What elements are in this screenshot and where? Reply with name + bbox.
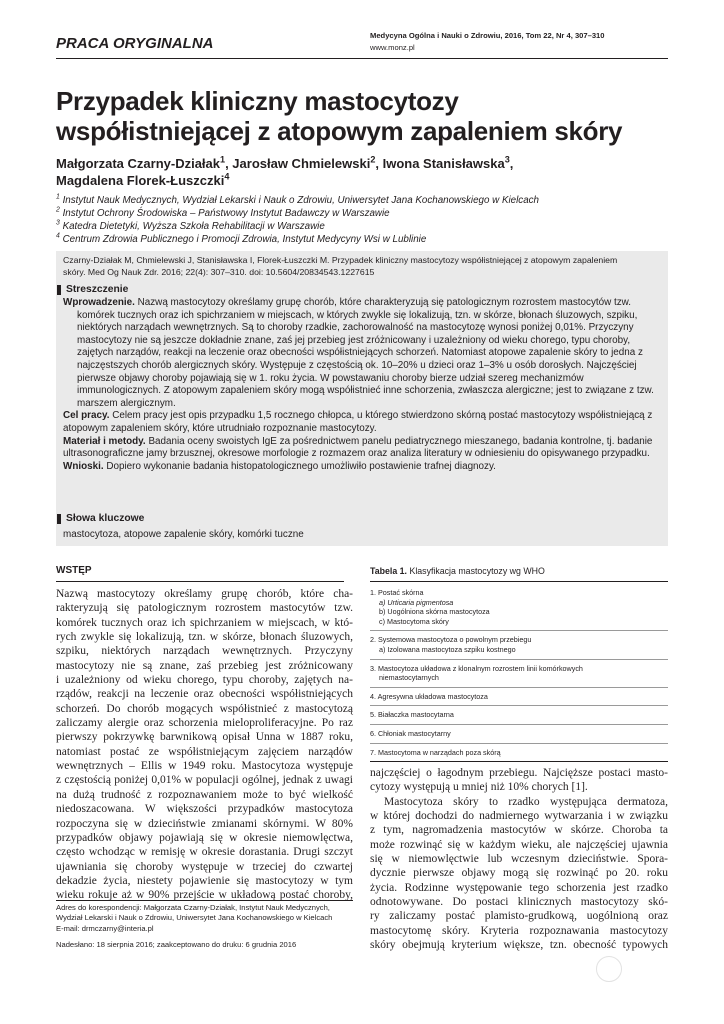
affiliation: $^3$ Katedra Dietetyki, Wyższa Szkoła Rehabilitacji w Warszawie [56,219,325,232]
abstract-methods: Materiał i metody. Badania oceny swoistych IgE za pośrednictwem panelu pediatrycznego mieszanego, badania kontrolne, tj. badanie ultrasonograficzne jamy brzusznej, okresowe morfologie z rozmazem oraz analiza literatury w odniesieniu do opisywanego przypadku. [63,435,653,460]
text-line: cytozy występują u mniej niż 10% chorych [1]. [370,781,588,794]
affiliation: $^4$ Centrum Zdrowia Publicznego i Promocji Zdrowia, Instytut Medycyny Wsi w Lublinie [56,232,427,245]
citation [63,255,663,278]
table-row [370,631,668,659]
affiliations [56,194,656,246]
footnote-line: Adres do korespondencji: Małgorzata Czarny-Działak, Instytut Nauk Medycznych, [56,903,330,912]
author: Jarosław Chmielewski$^2$, [232,154,383,171]
intro-heading: WSTĘP [56,565,92,576]
citation-line-1: Czarny-Działak M, Chmielewski J, Stanisławska I, Florek-Łuszczki M. Przypadek kliniczny mastocytozy współistniejącej z atopowym zapaleniem [63,255,618,265]
abstract-heading [57,284,128,295]
table-caption [370,566,545,576]
text-line: często wchodząc w remisję w okresie dorastania. Drugi szczyt [56,846,353,859]
text-line: wewnętrznych – Ellis w 1949 roku. Mastocytoza występuje [56,760,353,773]
table-subcell: a) Izolowana mastocytoza szpiku kostnego [379,644,516,654]
text-line: Nazwą mastocytozy określamy grupę chorób, które cha- [56,588,353,600]
text-line: szpiku, niektórych narządach wewnętrznych. Przyczyny [56,645,353,658]
abstract-body [63,297,663,473]
text-line: wieku rokuje aż w 90% przejście w układową postać choroby, [56,889,353,902]
text-line: się w niemowlęctwie lub wczesnym dzieciństwie. Spora- [370,853,668,866]
text-line: życia. Rodzinne występowanie tego schorzenia jest rzadko [370,881,668,894]
article-title [56,86,676,146]
text-line: komórek tucznych oraz ich spichrzaniem w miejscach, w któ- [56,616,353,629]
correspondence-footnote [56,903,356,934]
text-line: ry zaliczamy postać plamisto-grudkową, uogólnioną oraz [370,910,668,923]
affiliation: $^1$ Instytut Nauk Medycznych, Wydział Lekarski i Nauk o Zdrowiu, Uniwersytet Jana Kochanowskiego w Kielcach [56,193,539,206]
title-line-1: Przypadek kliniczny mastocytozy [56,86,459,116]
keywords-heading-text: Słowa kluczowe [66,513,145,524]
table-cell: 3. Mastocytoza układowa z klonalnym rozrostem linii komórkowych [370,663,583,673]
text-line: Mastocytoza skóry to rzadko występująca dermatoza, [384,795,668,808]
text-line: skóry obejmują kryterium większe, tzn. obecność typowych [370,939,668,952]
text-line: przypadków objawy pojawiają się w okresie niemowlęctwa, [56,831,353,844]
text-line: rządów, reakcji na leczenie oraz obecności współistniejących [56,688,353,701]
journal-reference: Medycyna Ogólna i Nauki o Zdrowiu, 2016, Tom 22, Nr 4, 307–310 [370,31,605,40]
text-line: mastocytozy nie są znane, zaś przebieg jest zróżnicowany [56,659,353,672]
text-line: odnotowywane. Do postaci klinicznych mastocytozy skó- [370,896,668,909]
text-line: schorzeń. Do chorób mogących współistnieć z mastocytozą [56,702,353,715]
text-line: z częstością poniżej 0,01% w populacji ogólnej, jednak z uwagi [56,774,353,787]
table-cell: 6. Chłoniak mastocytarny [370,728,451,738]
text-line: natomiast postać ze współistniejącym zajęciem narządów [56,745,353,758]
table-subcell: b) Uogólniona skórna mastocytoza [379,607,490,617]
text-line: rozpoczyna się w dzieciństwie zmianami skórnymi. W 80% [56,817,353,830]
abstract-heading-text: Streszczenie [66,284,129,295]
table-caption-label: Tabela 1. [370,566,407,576]
abstract-aim: Cel pracy. Celem pracy jest opis przypadku 1,5 rocznego chłopca, u którego stwierdzono skórną postać mastocytozy współistniejącą z atopowym zapaleniem skóry, które utrudniało rozpoznanie mastocytozy. [63,410,653,434]
text-line: rakteryzują się patologicznym rozrostem mastocytów tzw. [56,602,353,615]
text-line: może rozwinąć się w każdym wieku, ale najczęściej ujawnia [370,838,668,851]
text-line: niedoszacowana. W większości przypadków mastocytoza [56,803,353,816]
journal-url[interactable]: www.monz.pl [370,43,415,52]
table-subcell: a) Urticaria pigmentosa [379,597,454,607]
affiliation: $^2$ Instytut Ochrony Środowiska – Państwowy Instytut Badawczy w Warszawie [56,206,390,219]
who-classification-table [370,584,668,762]
table-row [370,688,668,707]
table-subcell: c) Mastocytoma skóry [379,616,449,626]
table-row [370,660,668,688]
text-line: pierwszy pokrzywkę barwnikową opisał Unna w 1887 roku, [56,731,353,744]
text-line: zaliczamy alergie oraz schorzenia mieloproliferacyjne. Po raz [56,717,353,730]
table-row [370,584,668,631]
table-cell: 4. Agresywna układowa mastocytoza [370,691,488,701]
intro-divider [56,581,344,582]
citation-line-2: skóry. Med Og Nauk Zdr. 2016; 22(4): 307–310. doi: 10.5604/20834543.1227615 [63,266,375,277]
text-line: i uzależniony od wieku chorego, typu choroby, zajętych na- [56,674,353,687]
text-line: dycznie pierwsze objawy mogą się rozwinąć po 20. roku [370,867,668,880]
keywords-heading [57,513,144,524]
text-line: dekadzie życia, niestety pojawienie się mastocytozy w tym [56,874,353,887]
page-seal-mark [596,956,622,982]
author: Małgorzata Czarny-Działak$^1$, [56,154,233,171]
table-top-rule [370,581,668,582]
right-column-body [370,766,668,952]
table-caption-text: Klasyfikacja mastocytozy wg WHO [409,566,545,576]
heading-marker [57,285,61,295]
title-line-2: współistniejącej z atopowym zapaleniem skóry [56,116,623,146]
table-cell: 2. Systemowa mastocytoza o powolnym przebiegu [370,635,532,645]
text-line: w której dochodzi do nadmiernego wytwarzania i w związku [370,810,668,823]
text-line: najczęściej o łagodnym przebiegu. Najcięższe postaci masto- [370,767,668,779]
table-cell: 7. Mastocytoma w narządach poza skórą [370,747,501,757]
text-line: z tym, nagromadzenia mastocytów w skórze. Choroba ta [370,824,668,837]
table-cell: 5. Białaczka mastocytarna [370,710,454,720]
table-row [370,706,668,725]
intro-body [56,587,353,903]
footnote-divider [56,900,353,901]
table-subcell: niemastocytarnych [379,673,439,683]
heading-marker [57,514,61,524]
footnote-line: Wydział Lekarski i Nauk o Zdrowiu, Uniwersytet Jana Kochanowskiego w Kielcach [56,913,333,923]
text-line: ujawniania się choroby występuje w trzeciej do czwartej [56,860,353,873]
abstract-introduction: Wprowadzenie. Nazwą mastocytozy określamy grupę chorób, które charakteryzują się patologicznym rozrostem mastocytów tzw. komórek tucznych oraz ich spichrzaniem w miejscach, w których zwykle się lokalizują, tzn. w skórze, błonach śluzowych, szpiku, niektórych narządach wewnętrznych. Są to choroby rzadkie, zachorowalność na mastocytozę wynosi poniżej 0,01%. Przyczyny mastocytozy nie są jeszcze dokładnie znane, zaś jej przebieg jest zróżnicowany i uzależniony od wieku chorego, typu choroby, zajętych narządów, reakcji na leczenie oraz obecności współistniejących schorzeń. Natomiast atopowe zapalenie skóry to jedna z najczęstszych chorób alergicznych skóry. Występuje z częstością ok. 10–20% u dzieci oraz 1–3% u osób dorosłych. Najczęściej pierwsze objawy choroby pojawiają się w 1. roku życia. W powstawaniu choroby bierze udział szereg mechanizmów immunologicznych. Z atopowym zapaleniem skóry mogą współistnieć inne schorzenia, zwłaszcza alergiczne; jest to związane z tzw. marszem alergicznym. [63,297,654,409]
text-line: na dużą trudność z rozpoznawaniem może to być wielkość [56,788,353,801]
text-line: rych zwykle się lokalizują, tzn. w skórze, błonach śluzowych, [56,631,353,644]
table-row [370,725,668,744]
author: Iwona Stanisławska$^3$, [382,154,514,171]
abstract-conclusions: Wnioski. Dopiero wykonanie badania histopatologicznego umożliwiło postawienie trafnej diagnozy. [63,460,496,472]
keywords: mastocytoza, atopowe zapalenie skóry, komórki tuczne [63,529,304,540]
footnote-email[interactable]: E-mail: drmczarny@interia.pl [56,923,154,933]
text-line: mastocytomę skóry. Kryteria rozpoznawania mastocytozy [370,924,668,937]
table-row [370,744,668,763]
section-label: PRACA ORYGINALNA [56,35,214,52]
author: Magdalena Florek-Łuszczki$^4$ [56,171,230,188]
header-divider [56,58,668,59]
received-dates: Nadesłano: 18 sierpnia 2016; zaakceptowano do druku: 6 grudnia 2016 [56,940,297,949]
author-list [56,155,616,189]
table-cell: 1. Postać skórna [370,588,424,597]
